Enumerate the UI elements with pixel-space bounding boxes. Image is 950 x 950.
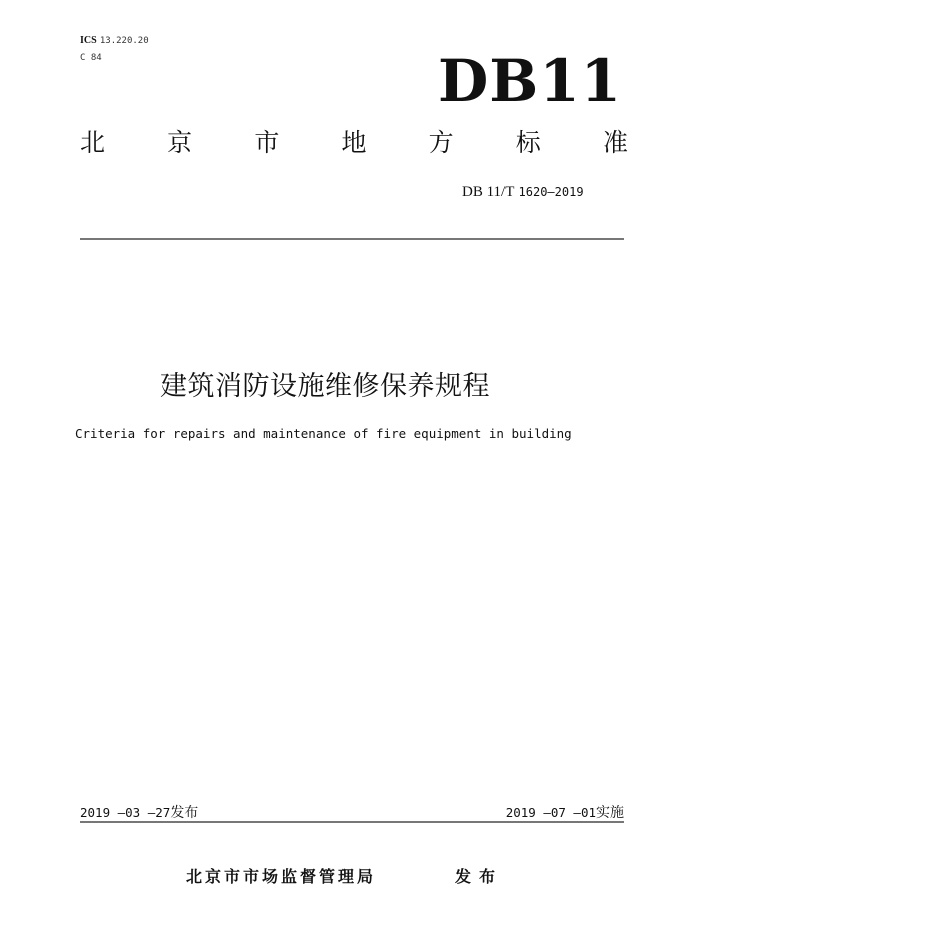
standard-type-char: 标	[515, 128, 541, 157]
standard-type-char: 北	[80, 128, 106, 157]
document-title-cn: 建筑消防设施维修保养规程	[160, 371, 490, 402]
implement-date: 2019 —07 —01	[505, 805, 596, 820]
bottom-divider	[80, 821, 624, 823]
standard-type-char: 准	[602, 128, 628, 157]
standard-type-char: 京	[167, 128, 193, 157]
date-row	[80, 802, 624, 822]
ics-code: 13.220.20	[99, 36, 149, 46]
publish-date: 2019 —03 —27	[80, 805, 171, 820]
ccs-code: C 84	[80, 53, 102, 63]
db11-logo: DB11	[438, 47, 623, 115]
publish-label: 发布	[170, 805, 199, 821]
issue-label: 发布	[455, 867, 504, 886]
document-title-en: Criteria for repairs and maintenance of fire equipment in building	[75, 426, 572, 441]
standard-number-prefix: DB 11/T	[462, 184, 515, 200]
implement-date-group	[506, 802, 624, 822]
ics-classification	[80, 35, 149, 46]
standard-number-value: 1620—2019	[518, 185, 584, 199]
standard-type-char: 方	[428, 128, 454, 157]
publish-date-group	[80, 802, 198, 822]
standard-number	[462, 184, 584, 201]
ics-label: ICS	[80, 35, 97, 46]
implement-label: 实施	[596, 805, 624, 821]
top-divider	[80, 238, 624, 240]
standard-type-heading	[80, 130, 628, 155]
standard-type-char: 市	[254, 128, 280, 157]
standard-type-char: 地	[341, 128, 367, 157]
issuing-authority: 北京市市场监督管理局	[186, 867, 377, 886]
